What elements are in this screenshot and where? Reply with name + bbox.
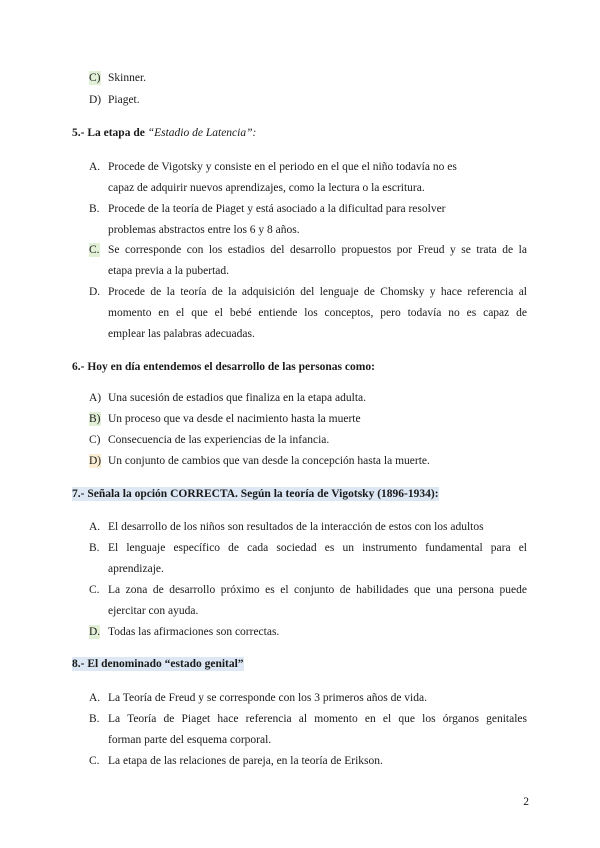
q8-option-c-label: C.	[89, 755, 100, 767]
q7-option-d-label: D.	[89, 626, 101, 638]
q6-option-a-label: A)	[89, 392, 102, 404]
q6-title: 6.- Hoy en día entendemos el desarrollo de las personas como:	[72, 361, 375, 373]
q8-option-a-label: A.	[89, 692, 101, 704]
q4-option-c-text: Skinner.	[108, 72, 147, 84]
q5-option-c-line1: Se corresponde con los estadios del desarrollo propuestos por Freud y se trata de la	[108, 244, 527, 256]
q6-option-a-text: Una sucesión de estadios que finaliza en la etapa adulta.	[108, 392, 367, 404]
page-number: 2	[523, 796, 529, 808]
q5-option-d-line2: momento en el que el bebé entiende los conceptos, pero todavía no es capaz de	[108, 307, 527, 319]
q5-option-d-line1: Procede de la teoría de la adquisición del lenguaje de Chomsky y hace referencia al	[108, 286, 527, 298]
q5-option-c-label: C.	[89, 244, 100, 256]
q5-option-a-line1: Procede de Vigotsky y consiste en el periodo en el que el niño todavía no es	[108, 161, 457, 173]
q5-option-a-line2: capaz de adquirir nuevos aprendizajes, como la lectura o la escritura.	[108, 182, 425, 194]
q6-option-c-label: C)	[89, 434, 101, 446]
q7-option-b-label: B.	[89, 542, 100, 554]
q5-option-d-label: D.	[89, 286, 101, 298]
q6-option-b-text: Un proceso que va desde el nacimiento hasta la muerte	[108, 413, 361, 425]
q5-option-b-line1: Procede de la teoría de Piaget y está asociado a la dificultad para resolver	[108, 203, 446, 215]
q5-option-b-label: B.	[89, 203, 100, 215]
q7-option-a-text: El desarrollo de los niños son resultados de la interacción de estos con los adultos	[108, 521, 484, 533]
q6-option-b-label: B)	[89, 413, 101, 425]
q8-option-a-text: La Teoría de Freud y se corresponde con los 3 primeros años de vida.	[108, 692, 427, 704]
q5-title: 5.- La etapa de “Estadio de Latencia”:	[72, 127, 257, 139]
q4-option-d-label: D)	[89, 94, 102, 106]
q5-option-d-line3: emplear las palabras adecuadas.	[108, 328, 255, 340]
q7-option-c-line1: La zona de desarrollo próximo es el conjunto de habilidades que una persona puede	[108, 584, 527, 596]
q8-option-b-line2: forman parte del esquema corporal.	[108, 734, 272, 746]
q8-option-b-line1: La Teoría de Piaget hace referencia al momento en el que los órganos genitales	[108, 713, 527, 725]
q6-option-d-label: D)	[89, 455, 102, 467]
q7-option-c-line2: ejercitar con ayuda.	[108, 605, 199, 617]
q7-option-a-label: A.	[89, 521, 101, 533]
q6-option-c-text: Consecuencia de las experiencias de la infancia.	[108, 434, 330, 446]
q5-option-c-line2: etapa previa a la pubertad.	[108, 265, 230, 277]
q7-option-b-line1: El lenguaje específico de cada sociedad es un instrumento fundamental para el	[108, 542, 527, 554]
q4-option-d-text: Piaget.	[108, 94, 140, 106]
q8-title: 8.- El denominado “estado genital”	[72, 658, 244, 670]
q6-option-d-text: Un conjunto de cambios que van desde la concepción hasta la muerte.	[108, 455, 430, 467]
q5-option-b-line2: problemas abstractos entre los 6 y 8 años.	[108, 224, 300, 236]
q8-option-c-text: La etapa de las relaciones de pareja, en la teoría de Erikson.	[108, 755, 383, 767]
q4-option-c-label: C)	[89, 72, 101, 84]
q7-option-d-text: Todas las afirmaciones son correctas.	[108, 626, 280, 638]
q5-option-a-label: A.	[89, 161, 101, 173]
q7-title: 7.- Señala la opción CORRECTA. Según la teoría de Vigotsky (1896-1934):	[72, 488, 439, 500]
q7-option-b-line2: aprendizaje.	[108, 563, 164, 575]
q7-option-c-label: C.	[89, 584, 100, 596]
q8-option-b-label: B.	[89, 713, 100, 725]
